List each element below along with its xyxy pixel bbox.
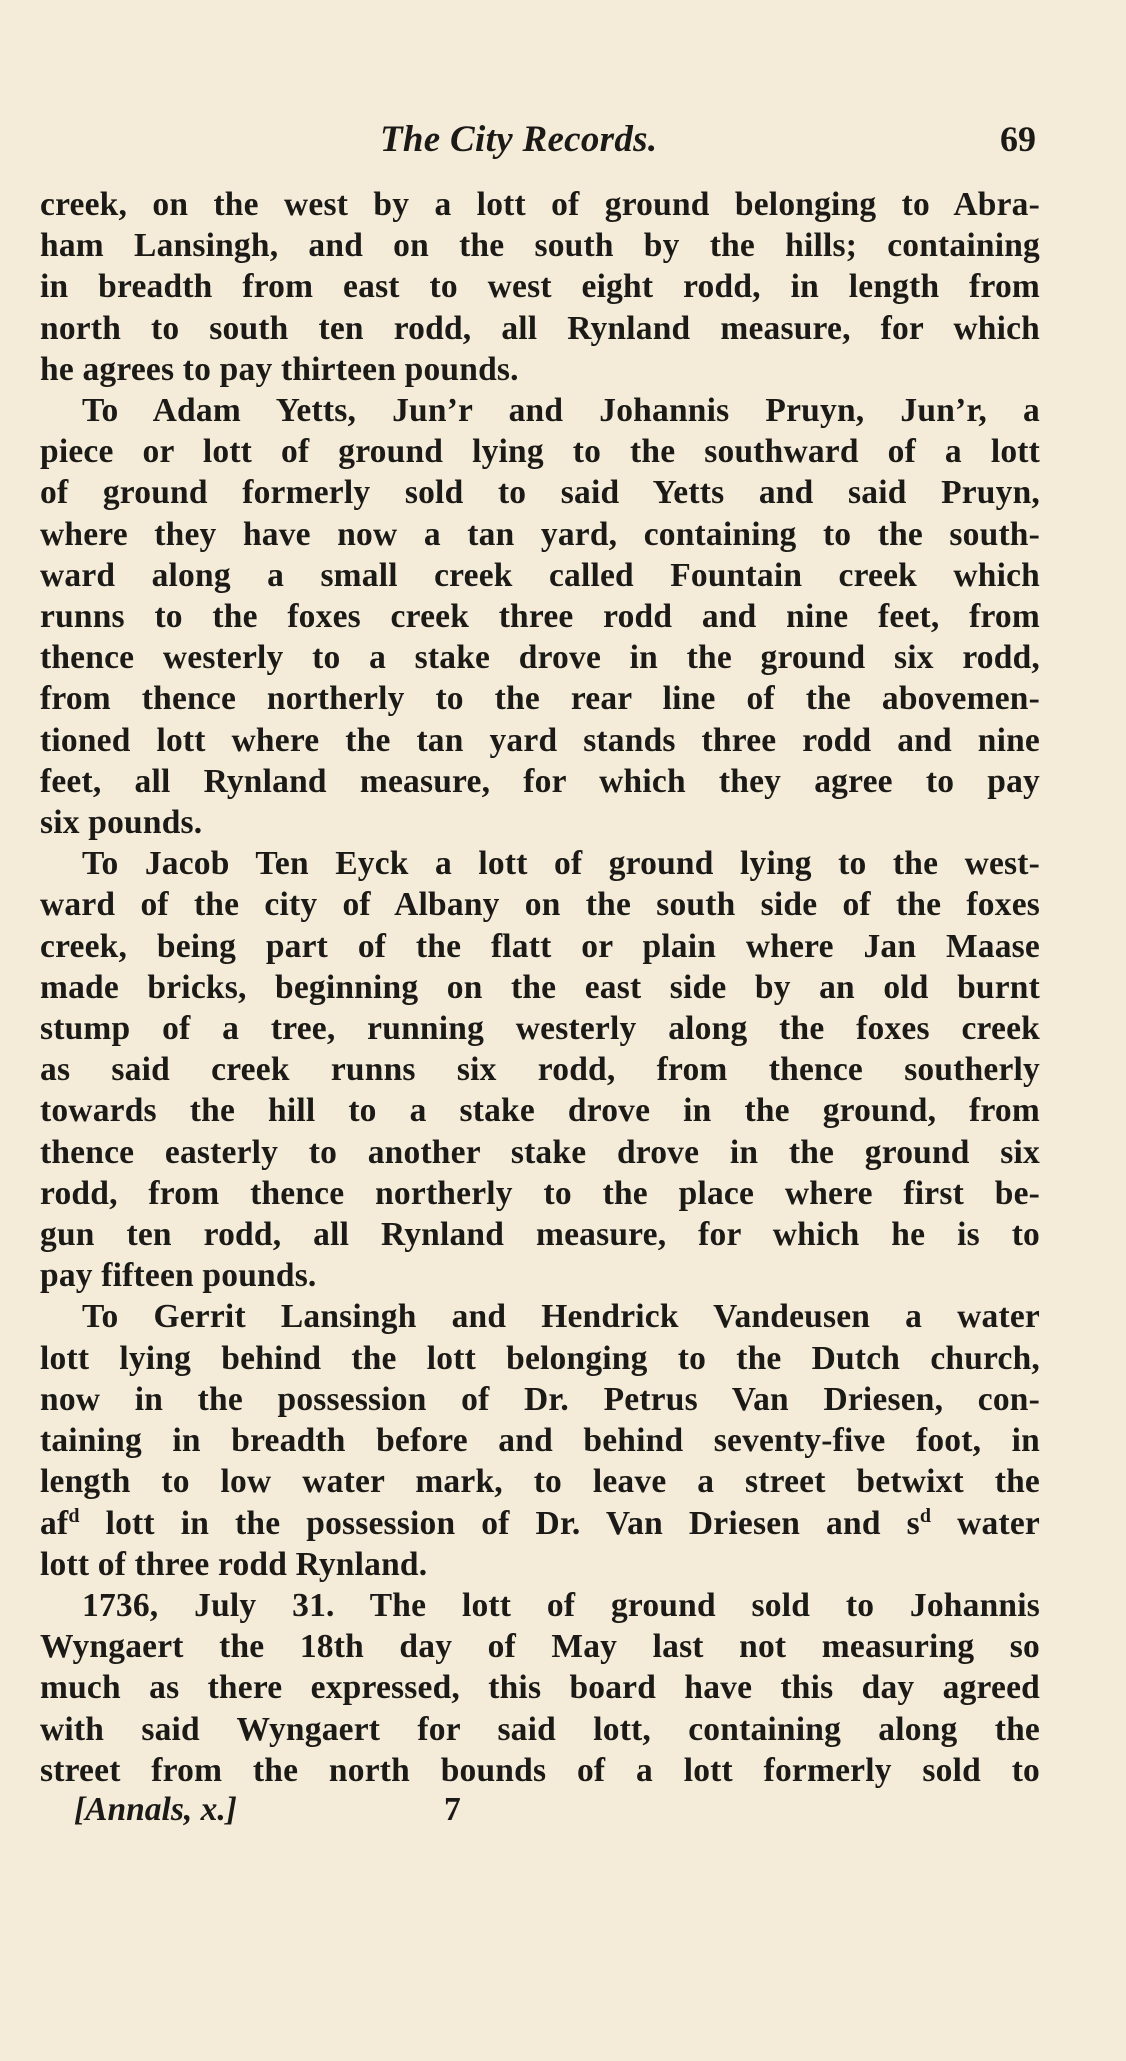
text-line: gun ten rodd, all Rynland measure, for which he is to <box>40 1216 1040 1254</box>
text-line: street from the north bounds of a lott formerly sold to <box>40 1751 1040 1789</box>
text-line: much as there expressed, this board have this day agreed <box>40 1669 1040 1707</box>
text-line: six pounds. <box>40 804 203 842</box>
text-line: towards the hill to a stake drove in the ground, from <box>40 1092 1040 1130</box>
text-line: of ground formerly sold to said Yetts and said Pruyn, <box>40 474 1040 512</box>
running-head <box>40 110 1040 170</box>
text-line: ward of the city of Albany on the south side of the foxes <box>40 886 1040 924</box>
text-line: Wyngaert the 18th day of May last not measuring so <box>40 1628 1040 1666</box>
text-line <box>40 1503 1040 1544</box>
text-line: thence westerly to a stake drove in the ground six rodd, <box>40 639 1040 677</box>
text-line: creek, on the west by a lott of ground belonging to Abra- <box>40 186 1040 223</box>
text-line: lott of three rodd Rynland. <box>40 1545 428 1583</box>
text-line: in breadth from east to west eight rodd, in length from <box>40 268 1040 306</box>
text-line: To Gerrit Lansingh and Hendrick Vandeusen a water <box>82 1298 1040 1336</box>
text-line: now in the possession of Dr. Petrus Van Driesen, con- <box>40 1380 1040 1418</box>
text-line: he agrees to pay thirteen pounds. <box>40 350 519 388</box>
text-line: length to low water mark, to leave a street betwixt the <box>40 1463 1040 1501</box>
text-line: creek, being part of the flatt or plain where Jan Maase <box>40 927 1040 965</box>
text-line: as said creek runns six rodd, from thence southerly <box>40 1051 1040 1089</box>
text-line: with said Wyngaert for said lott, containing along the <box>40 1710 1040 1748</box>
text-line: north to south ten rodd, all Rynland measure, for which <box>40 309 1040 347</box>
text-line: taining in breadth before and behind seventy-five foot, in <box>40 1422 1040 1460</box>
text-line: pay fifteen pounds. <box>40 1257 317 1295</box>
text-line: from thence northerly to the rear line of the abovemen- <box>40 680 1040 718</box>
superscript: d <box>919 1504 932 1527</box>
text-segment: water <box>931 1504 1040 1542</box>
text-line: ham Lansingh, and on the south by the hills; containing <box>40 227 1040 265</box>
text-segment: af <box>40 1504 69 1542</box>
book-page <box>40 110 1040 1833</box>
text-segment: lott in the possession of Dr. Van Driesen and s <box>79 1504 920 1542</box>
page-number: 69 <box>1000 119 1036 159</box>
text-line: tioned lott where the tan yard stands three rodd and nine <box>40 721 1040 759</box>
text-line: To Jacob Ten Eyck a lott of ground lying to the west- <box>82 845 1040 883</box>
running-title: The City Records. <box>380 119 658 160</box>
text-line: made bricks, beginning on the east side by an old burnt <box>40 968 1040 1006</box>
text-line: lott lying behind the lott belonging to the Dutch church, <box>40 1339 1040 1377</box>
body-text <box>40 184 1040 1791</box>
text-line: stump of a tree, running westerly along the foxes creek <box>40 1010 1040 1048</box>
text-line: feet, all Rynland measure, for which they agree to pay <box>40 762 1040 800</box>
sheet-number: 7 <box>444 1790 461 1828</box>
text-line: To Adam Yetts, Jun’r and Johannis Pruyn, Jun’r, a <box>82 392 1040 430</box>
superscript: d <box>68 1504 80 1527</box>
text-line: ward along a small creek called Fountain creek which <box>40 556 1040 594</box>
text-line: rodd, from thence northerly to the place where first be- <box>40 1174 1040 1212</box>
text-line: piece or lott of ground lying to the southward of a lott <box>40 433 1040 471</box>
signature-mark: [Annals, x.] <box>74 1790 237 1828</box>
text-line: where they have now a tan yard, containing to the south- <box>40 515 1040 553</box>
text-line: runns to the foxes creek three rodd and nine feet, from <box>40 598 1040 636</box>
text-line: thence easterly to another stake drove in the ground six <box>40 1133 1040 1171</box>
page-footer <box>40 1791 1040 1833</box>
text-line: 1736, July 31. The lott of ground sold to Johannis <box>82 1586 1040 1624</box>
